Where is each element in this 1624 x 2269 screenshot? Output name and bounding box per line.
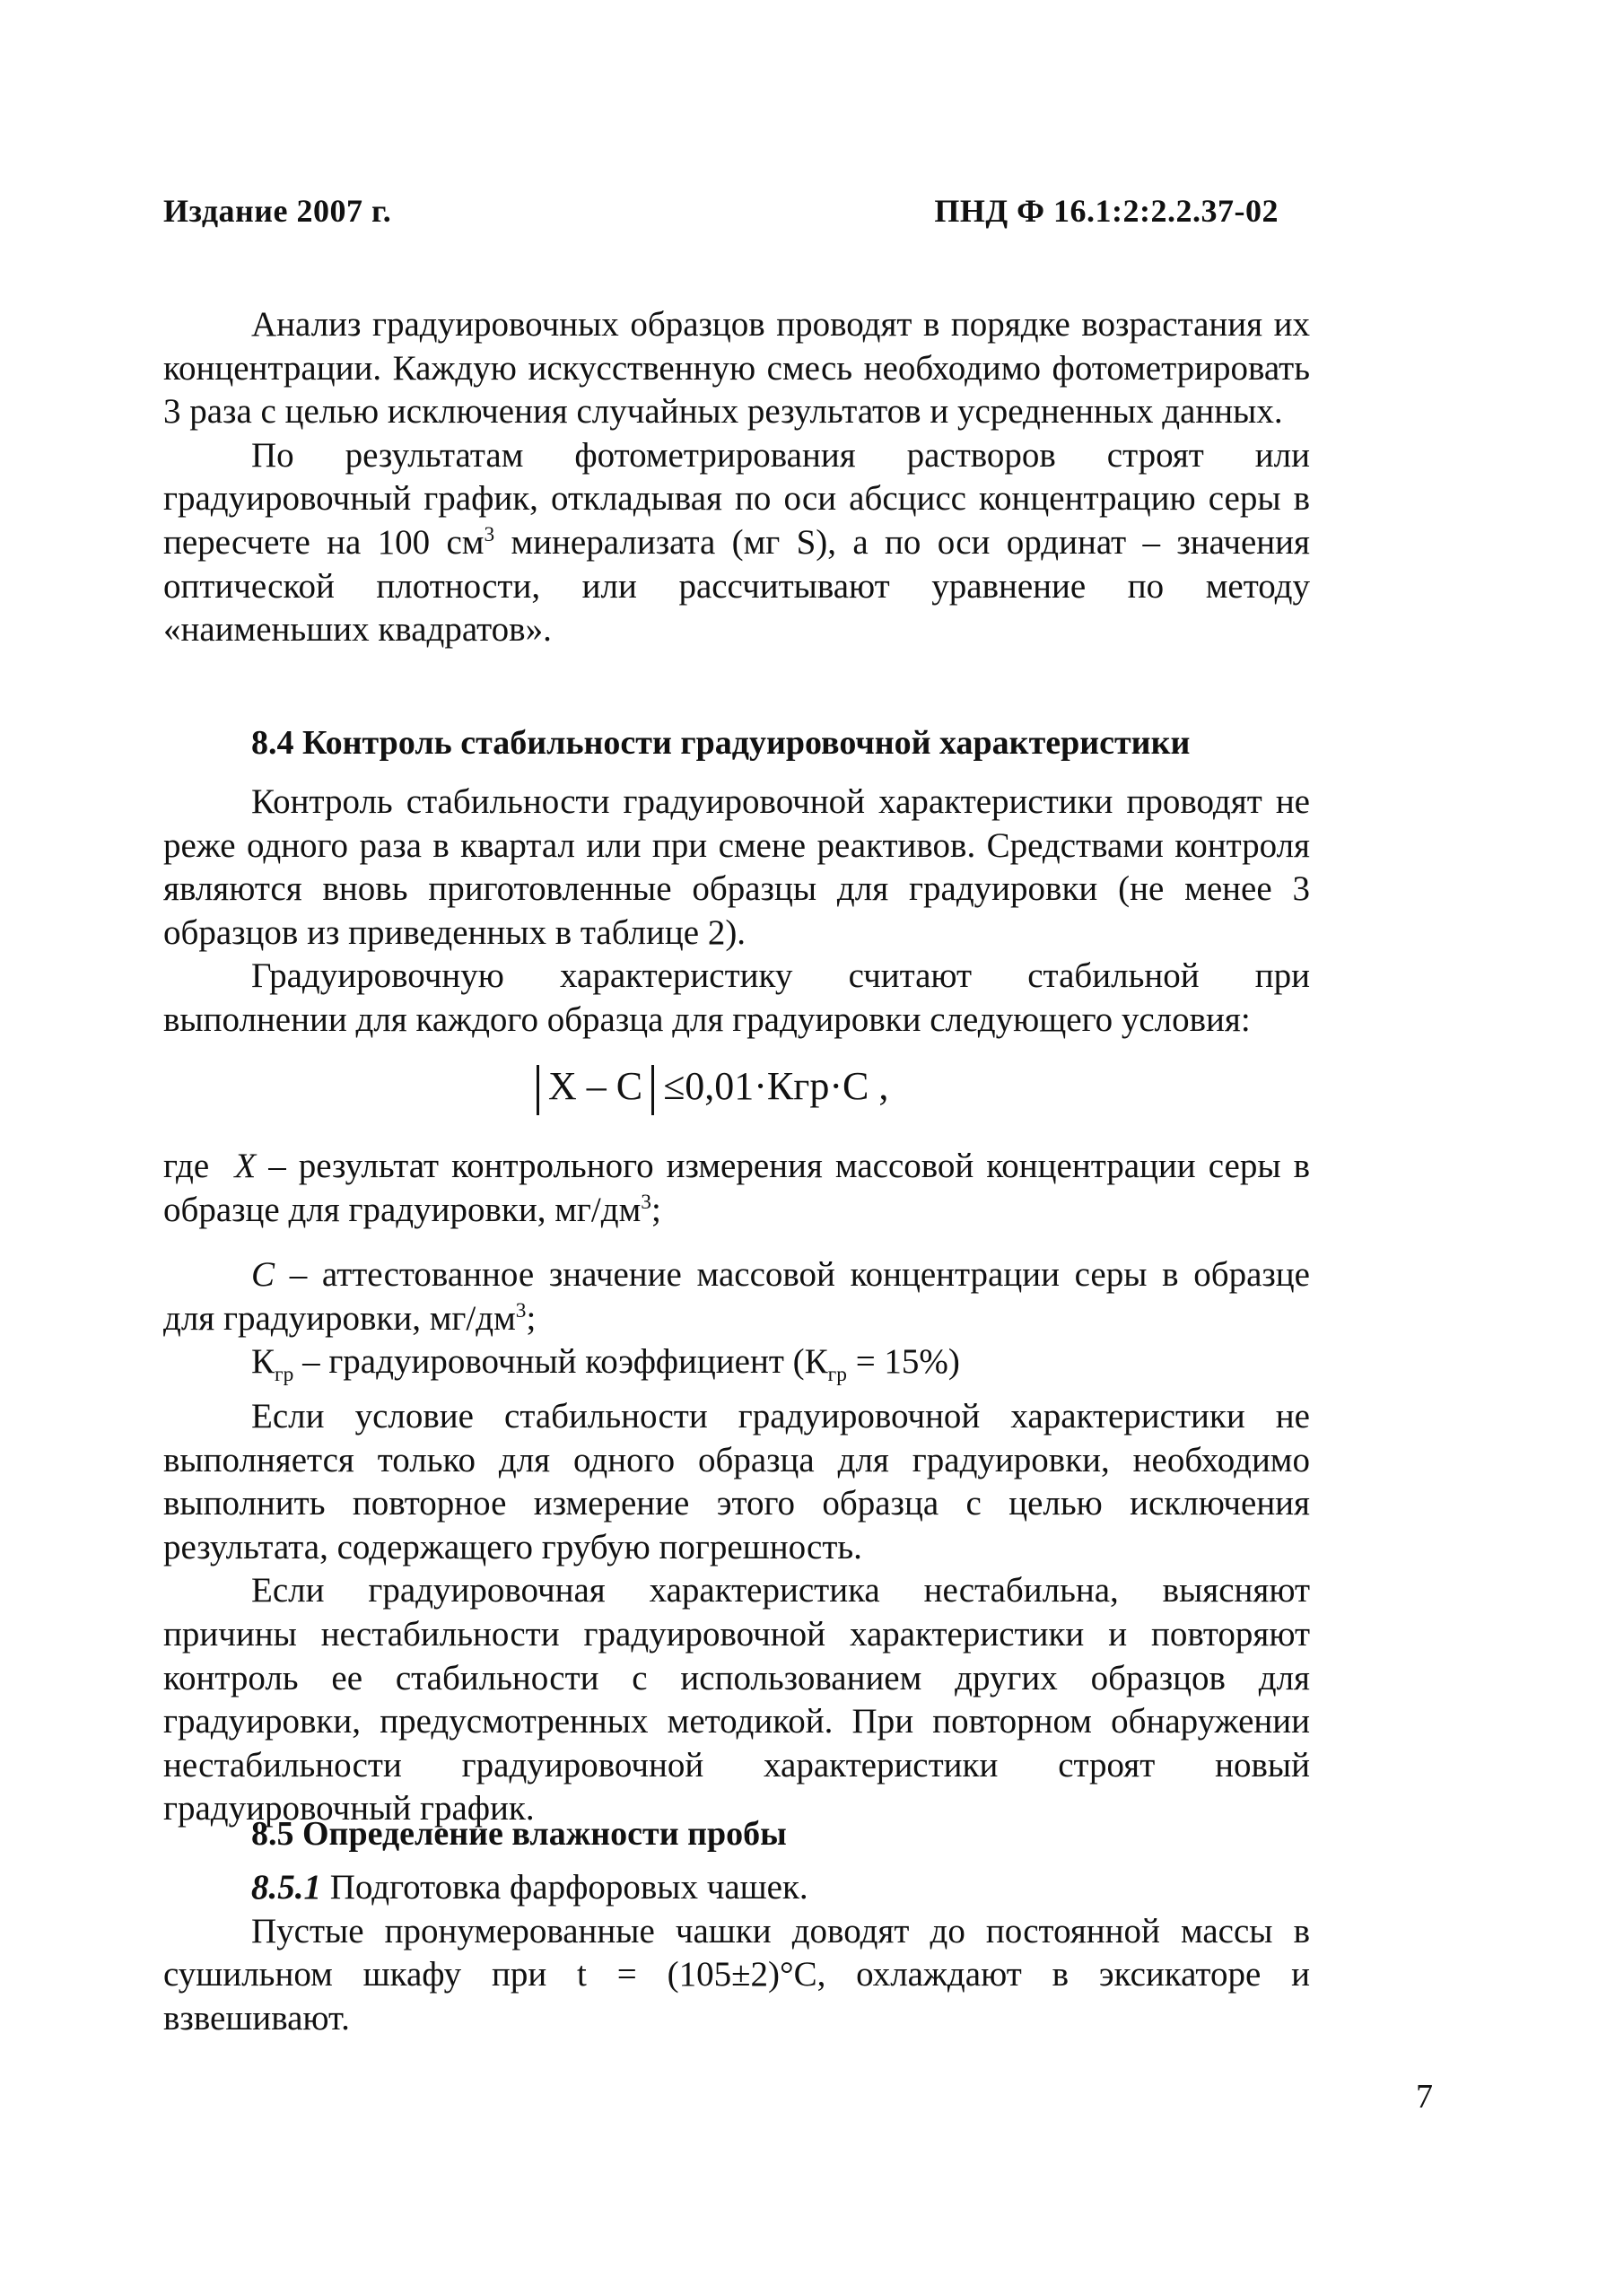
document-code: ПНД Ф 16.1:2:2.2.37-02 (934, 193, 1279, 229)
abs-bar-right (651, 1065, 654, 1115)
paragraph-control: Контроль стабильности градуировочной характеристики проводят не реже одного раза в квартал или при смене реактивов. Средствами контроля являются вновь приготовленные образцы для градуировки (не менее 3 образцов из приведенных в таблице 2). (163, 782, 1310, 952)
definitions-block (163, 1145, 1310, 1387)
stability-formula (528, 1063, 888, 1115)
formula-rhs: ≤0,01·Кгр·C , (663, 1064, 889, 1108)
section-8-5-title: 8.5 Определение влажности пробы (251, 1815, 787, 1853)
edition-label: Издание 2007 г. (163, 193, 392, 229)
section-8-4-block (163, 781, 1310, 1043)
section-8-5-block (163, 1866, 1310, 2040)
paragraph-cups: Пустые пронумерованные чашки доводят до постоянной массы в сушильном шкафу при t = (105±2)°С, охлаждают в эксикаторе и взвешивают. (163, 1911, 1310, 2038)
definition-x: где X – результат контрольного измерения массовой концентрации серы в образце для градуировки, $мг/дм^3$; (163, 1147, 1310, 1229)
page-number: 7 (1416, 2078, 1433, 2116)
paragraph-unstable: Если градуировочная характеристика нестабильна, выясняют причины нестабильности градуировочной характеристики и повторяют контроль ее стабильности с использованием других образцов для градуировки, предусмотренных методикой. При повторном обнаружении нестабильности градуировочной характеристики строят новый градуировочный график. (163, 1571, 1310, 1828)
definition-k: $К_{гр}$ – градуировочный коэффициент $(К_{гр} = 15\%)$ (251, 1342, 960, 1387)
section-8-4-tail (163, 1395, 1310, 1831)
abs-bar-left (537, 1065, 539, 1115)
subsection-8-5-1: 8.5.1 Подготовка фарфоровых чашек. (251, 1868, 808, 1907)
paragraph-condition: Градуировочную характеристику считают стабильной при выполнении для каждого образца для градуировки следующего условия: (163, 956, 1310, 1039)
section-8-4-title: 8.4 Контроль стабильности градуировочной характеристики (251, 724, 1191, 762)
intro-block (163, 303, 1310, 652)
definition-c: C – аттестованное значение массовой концентрации серы в образце для градуировки, $мг/дм^3$; (163, 1255, 1310, 1338)
paragraph-single-failure: Если условие стабильности градуировочной характеристики не выполняется только для одного образца для градуировки, необходимо выполнить повторное измерение этого образца с целью исключения результата, содержащего грубую погрешность. (163, 1397, 1310, 1566)
paragraph-graph: По результатам фотометрирования растворов строят или градуировочный график, откладывая по оси абсцисс концентрацию серы в пересчете на 100 $см^3$ минерализата (мг S), а по оси ординат – значения оптической плотности, или рассчитывают уравнение по методу «наименьших квадратов». (163, 435, 1310, 650)
formula-lhs: X – C (548, 1064, 643, 1108)
paragraph-analysis: Анализ градуировочных образцов проводят в порядке возрастания их концентрации. Каждую искусственную смесь необходимо фотометрировать 3 раза с целью исключения случайных результатов и усредненных данных. (163, 305, 1310, 432)
